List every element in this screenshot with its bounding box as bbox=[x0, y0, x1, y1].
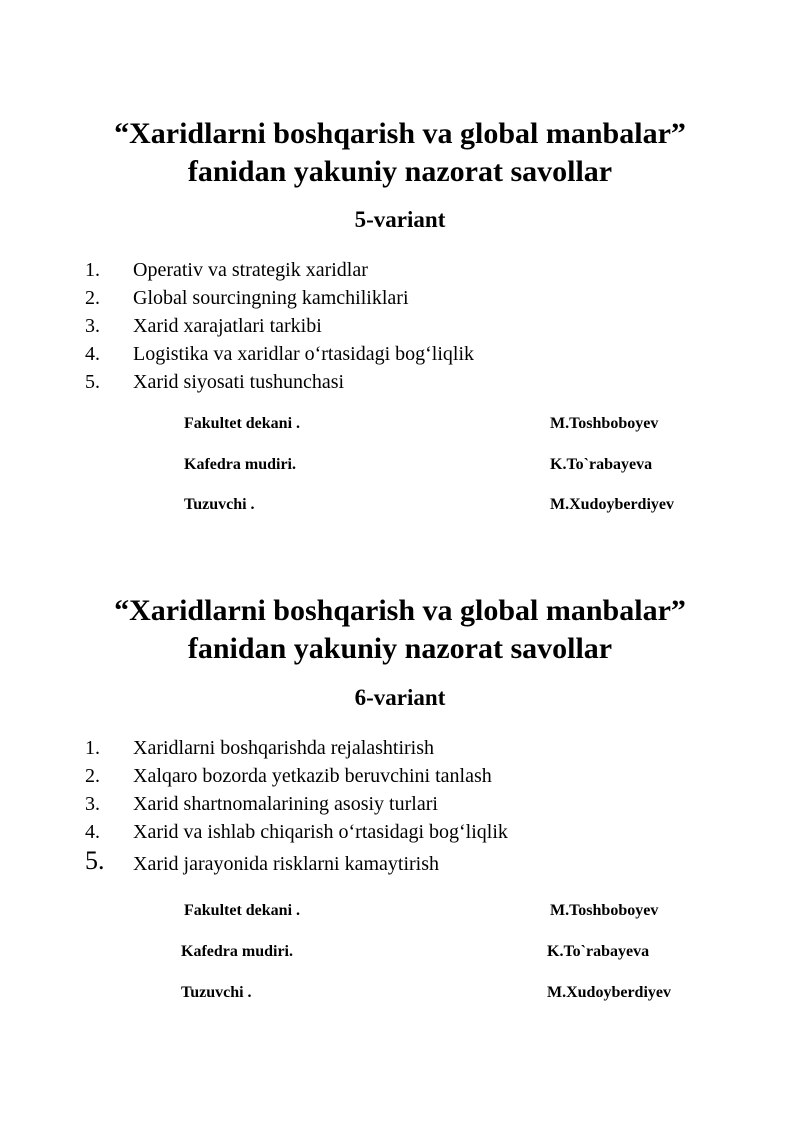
question-number: 1. bbox=[85, 259, 100, 281]
signature-role: Fakultet dekani . bbox=[184, 902, 301, 919]
signature-name: M.Toshboboyev bbox=[550, 415, 659, 432]
question-list bbox=[0, 256, 800, 396]
signature-name: K.To`rabayeva bbox=[547, 943, 650, 960]
question-number: 1. bbox=[85, 737, 100, 759]
question-text: Xarid va ishlab chiqarish o‘rtasidagi bog‘liqlik bbox=[133, 821, 508, 843]
signature-role: Kafedra mudiri. bbox=[184, 456, 296, 473]
question-text: Xaridlarni boshqarishda rejalashtirish bbox=[133, 737, 435, 759]
document-title-line1: “Xaridlarni boshqarish va global manbalar” bbox=[114, 594, 686, 627]
question-text: Xalqaro bozorda yetkazib beruvchini tanlash bbox=[133, 765, 492, 787]
question-text: Xarid shartnomalarining asosiy turlari bbox=[133, 793, 438, 815]
signature-row bbox=[0, 411, 800, 437]
signature-name: K.To`rabayeva bbox=[550, 456, 653, 473]
list-item bbox=[0, 368, 800, 396]
question-list bbox=[0, 734, 800, 882]
signature-role: Fakultet dekani . bbox=[184, 415, 301, 432]
list-item bbox=[0, 762, 800, 790]
question-number: 5. bbox=[85, 846, 105, 875]
question-text: Global sourcingning kamchiliklari bbox=[133, 287, 409, 309]
list-item bbox=[0, 734, 800, 762]
signature-name: M.Xudoyberdiyev bbox=[550, 496, 674, 513]
question-number: 4. bbox=[85, 821, 100, 843]
signature-row bbox=[0, 898, 800, 924]
variant-heading: 6-variant bbox=[354, 685, 446, 710]
document-title-line2: fanidan yakuniy nazorat savollar bbox=[187, 155, 613, 188]
question-number: 4. bbox=[85, 343, 100, 365]
question-text: Logistika va xaridlar o‘rtasidagi bog‘liqlik bbox=[133, 343, 475, 365]
exam-section-5 bbox=[0, 115, 800, 191]
question-number: 5. bbox=[85, 371, 100, 393]
signature-name: M.Xudoyberdiyev bbox=[547, 984, 671, 1001]
list-item bbox=[0, 284, 800, 312]
signature-role: Kafedra mudiri. bbox=[181, 943, 293, 960]
exam-section-6 bbox=[0, 592, 800, 668]
question-text: Operativ va strategik xaridlar bbox=[133, 259, 368, 281]
question-text: Xarid xarajatlari tarkibi bbox=[133, 315, 322, 337]
list-item bbox=[0, 818, 800, 846]
signature-row bbox=[0, 939, 800, 965]
question-text: Xarid jarayonida risklarni kamaytirish bbox=[133, 853, 440, 875]
signature-role: Tuzuvchi . bbox=[181, 984, 252, 1001]
signature-row bbox=[0, 492, 800, 518]
question-number: 3. bbox=[85, 793, 100, 815]
document-title-line1: “Xaridlarni boshqarish va global manbalar” bbox=[114, 117, 686, 150]
question-text: Xarid siyosati tushunchasi bbox=[133, 371, 345, 393]
document-title-line2: fanidan yakuniy nazorat savollar bbox=[187, 632, 613, 665]
list-item bbox=[0, 312, 800, 340]
list-item bbox=[0, 790, 800, 818]
question-number: 2. bbox=[85, 287, 100, 309]
signature-row bbox=[0, 980, 800, 1006]
question-number: 3. bbox=[85, 315, 100, 337]
variant-heading: 5-variant bbox=[354, 207, 446, 232]
question-number: 2. bbox=[85, 765, 100, 787]
list-item bbox=[0, 340, 800, 368]
signature-role: Tuzuvchi . bbox=[184, 496, 255, 513]
list-item bbox=[0, 846, 800, 882]
signature-row bbox=[0, 452, 800, 478]
signature-name: M.Toshboboyev bbox=[550, 902, 659, 919]
list-item bbox=[0, 256, 800, 284]
